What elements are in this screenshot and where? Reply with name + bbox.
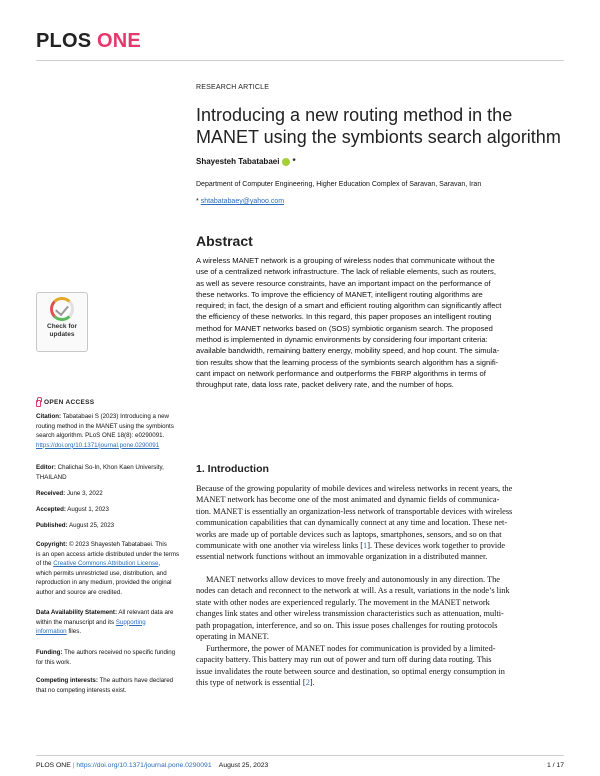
citation-text: Tabatabaei S (2023) Introducing a new <box>61 413 169 420</box>
body-line: works are made up of portable devices such as laptops, smartphones, sensors, and so on that <box>196 529 502 539</box>
copyright-text: of the <box>36 560 54 568</box>
body-line: this type of network is essential [ <box>196 678 306 688</box>
check-updates-icon <box>50 297 74 321</box>
citation-text: routing method in the MANET using the symbionts <box>36 422 174 430</box>
body-line: capacity battery. This battery may run out of power and turn off during data routing. This <box>196 655 492 665</box>
body-line: Because of the growing popularity of mobile devices and wireless networks in recent years, the <box>196 484 513 493</box>
abstract-line: method is implemented in dynamic environments by considering four important criteria: <box>196 335 488 345</box>
published-label: Published: <box>36 522 68 529</box>
funding-text: The authors received no specific funding <box>62 649 176 656</box>
funding-label: Funding: <box>36 649 63 656</box>
citation-text: search algorithm. PLoS ONE 18(8): e0290091. <box>36 432 165 440</box>
copyright-text: author and source are credited. <box>36 588 122 596</box>
editor-text: Chalichai So-In, Khon Kaen University, <box>55 464 164 471</box>
received-date <box>36 489 182 499</box>
orcid-icon[interactable] <box>282 158 290 166</box>
body-line: ]. These devices work together to provide <box>367 541 506 551</box>
data-availability-text: files. <box>66 628 82 636</box>
accepted-date <box>36 505 182 515</box>
copyright-block <box>36 540 182 598</box>
page-footer <box>36 762 564 769</box>
citation-block <box>36 412 182 450</box>
abstract-line: these networks. To improve the efficiency of MANET, intelligent routing algorithms are <box>196 289 483 299</box>
copyright-text: © 2023 Shayesteh Tabatabaei. This <box>67 541 167 548</box>
data-availability-text: All relevant data are <box>117 609 174 616</box>
published-value: August 25, 2023 <box>67 522 115 529</box>
abstract-line: required; in fact, the design of a smart and efficient routing algorithm can significantly affect <box>196 301 502 311</box>
badge-line: Check for <box>47 323 77 330</box>
body-line: state with other nodes are experienced regularly. The movement in the MANET network <box>196 597 490 607</box>
copyright-text: which permits unrestricted use, distribution, and <box>36 569 167 577</box>
affiliation: Department of Computer Engineering, Higher Education Complex of Saravan, Saravan, Iran <box>196 181 482 188</box>
corresponding-marker: * <box>292 157 296 166</box>
accepted-label: Accepted: <box>36 506 66 513</box>
logo-one: ONE <box>97 30 141 52</box>
logo-plos: PLOS <box>36 30 92 52</box>
competing-interests-text: that no competing interests exist. <box>36 686 127 694</box>
abstract-line: method for MANET networks based on (SOS) symbiotic organism search. The proposed <box>196 323 493 333</box>
abstract-line: cant impact on network performance and outperforms the FBRP algorithms in terms of <box>196 368 486 378</box>
body-line: changes link states and other wireless transmission characteristics such as attenuation, multi- <box>196 609 504 619</box>
editor-label: Editor: <box>36 464 56 471</box>
funding-block <box>36 648 182 667</box>
footer-separator: | <box>70 762 77 769</box>
abstract-line: as well as severe resource constraints, have an important impact on the performance of <box>196 278 491 288</box>
journal-logo <box>36 30 141 53</box>
accepted-value: August 1, 2023 <box>65 506 109 513</box>
body-line: tion. MANET is essentially an organization-less network of transportable devices with wireless <box>196 506 513 516</box>
title-line: Introducing a new routing method in the <box>196 105 513 125</box>
competing-interests-text: The authors have declared <box>97 677 174 684</box>
title-line: MANET using the symbionts search algorithm <box>196 127 561 147</box>
header-divider <box>36 60 564 61</box>
email-link[interactable]: shtabatabaey@yahoo.com <box>200 198 285 205</box>
body-line: communication capabilities that can dynamically connect at any time and location. These net- <box>196 518 508 528</box>
received-label: Received: <box>36 490 66 497</box>
body-line: MANET networks allow devices to move freely and autonomously in any direction. The <box>206 575 500 584</box>
funding-text: for this work. <box>36 658 72 666</box>
footer-date: August 25, 2023 <box>218 762 269 769</box>
abstract-text <box>196 255 564 391</box>
copyright-text: is an open access article distributed under the terms <box>36 550 180 558</box>
abstract-heading: Abstract <box>196 233 253 249</box>
intro-paragraph-1 <box>196 483 564 563</box>
open-access-text: OPEN ACCESS <box>44 399 95 406</box>
supporting-info-link[interactable]: Supporting <box>115 618 146 626</box>
body-line: ]. <box>309 678 315 688</box>
received-value: June 3, 2022 <box>65 490 103 497</box>
abstract-line: available bandwidth, remaining battery energy, mobility speed, and hop count. The simula- <box>196 346 500 356</box>
author-name[interactable]: Shayesteh Tabatabaei <box>196 157 280 166</box>
section-heading-introduction: 1. Introduction <box>196 463 269 475</box>
editor-block <box>36 463 182 482</box>
published-date <box>36 521 182 531</box>
competing-interests-label: Competing interests: <box>36 677 98 684</box>
article-type: RESEARCH ARTICLE <box>196 84 270 91</box>
body-line: nodes can detach and reconnect to the network at will. As a result, variations in the node’s link <box>196 586 510 596</box>
citation-doi-link[interactable]: https://doi.org/10.1371/journal.pone.0290091 <box>36 441 160 449</box>
page-number: 1 / 17 <box>546 762 564 769</box>
supporting-info-link[interactable]: information <box>36 628 67 636</box>
body-line: Furthermore, the power of MANET nodes for communication is provided by a limited- <box>206 644 496 653</box>
body-line: operating in MANET. <box>196 632 269 642</box>
check-for-updates-badge[interactable] <box>36 292 88 352</box>
intro-paragraph-3 <box>196 643 564 689</box>
email-marker: * <box>196 198 199 205</box>
footer-journal: PLOS ONE <box>36 762 71 769</box>
badge-label <box>47 323 77 338</box>
data-availability-text: within the manuscript and its <box>36 618 116 626</box>
abstract-line: tion results show that the learning process of the symbionts search algorithm has a signifi- <box>196 357 499 367</box>
correspondence-email <box>196 198 564 205</box>
data-availability-label: Data Availability Statement: <box>36 609 118 616</box>
abstract-line: throughput rate, data loss rate, packet delivery rate, and the number of hops. <box>196 380 454 390</box>
article-title <box>196 104 564 148</box>
copyright-text: , <box>158 560 161 568</box>
data-availability-block <box>36 608 182 637</box>
reference-link-2[interactable]: 2 <box>305 678 310 688</box>
copyright-label: Copyright: <box>36 541 68 548</box>
cc-license-link[interactable]: Creative Commons Attribution License <box>53 560 159 568</box>
body-line: issue invalidates the route between source and destination, so optimal energy consumption in <box>196 666 505 676</box>
open-lock-icon <box>36 400 41 407</box>
reference-link-1[interactable]: 1 <box>363 541 368 551</box>
abstract-line: the efficiency of these networks. In this regard, this paper proposes an intelligent routing <box>196 312 492 322</box>
citation-label: Citation: <box>36 413 62 420</box>
body-line: essential network functions without an immovable organization in a distributed manner. <box>196 552 488 562</box>
abstract-line: use of a centralized network infrastructure. The lack of reliable elements, such as routers, <box>196 267 496 277</box>
body-line: communicate with one another via wireless links [ <box>196 541 364 551</box>
competing-interests-block <box>36 676 182 695</box>
author-line <box>196 157 564 166</box>
footer-divider <box>36 755 564 756</box>
body-line: path propagation, interference, and so on. This issue poses challenges for routing protocols <box>196 620 498 630</box>
footer-gap <box>212 762 219 769</box>
footer-left <box>36 762 268 769</box>
editor-text: THAILAND <box>36 473 67 481</box>
footer-doi-link[interactable]: https://doi.org/10.1371/journal.pone.0290091 <box>76 762 212 769</box>
copyright-text: reproduction in any medium, provided the original <box>36 579 172 587</box>
open-access-label <box>36 398 94 407</box>
body-line: MANET network has become one of the most animated and dynamic fields of communica- <box>196 495 500 505</box>
abstract-line: A wireless MANET network is a grouping of wireless nodes that communicate without the <box>196 256 495 265</box>
badge-line: updates <box>49 330 75 338</box>
intro-paragraph-2 <box>196 574 564 642</box>
